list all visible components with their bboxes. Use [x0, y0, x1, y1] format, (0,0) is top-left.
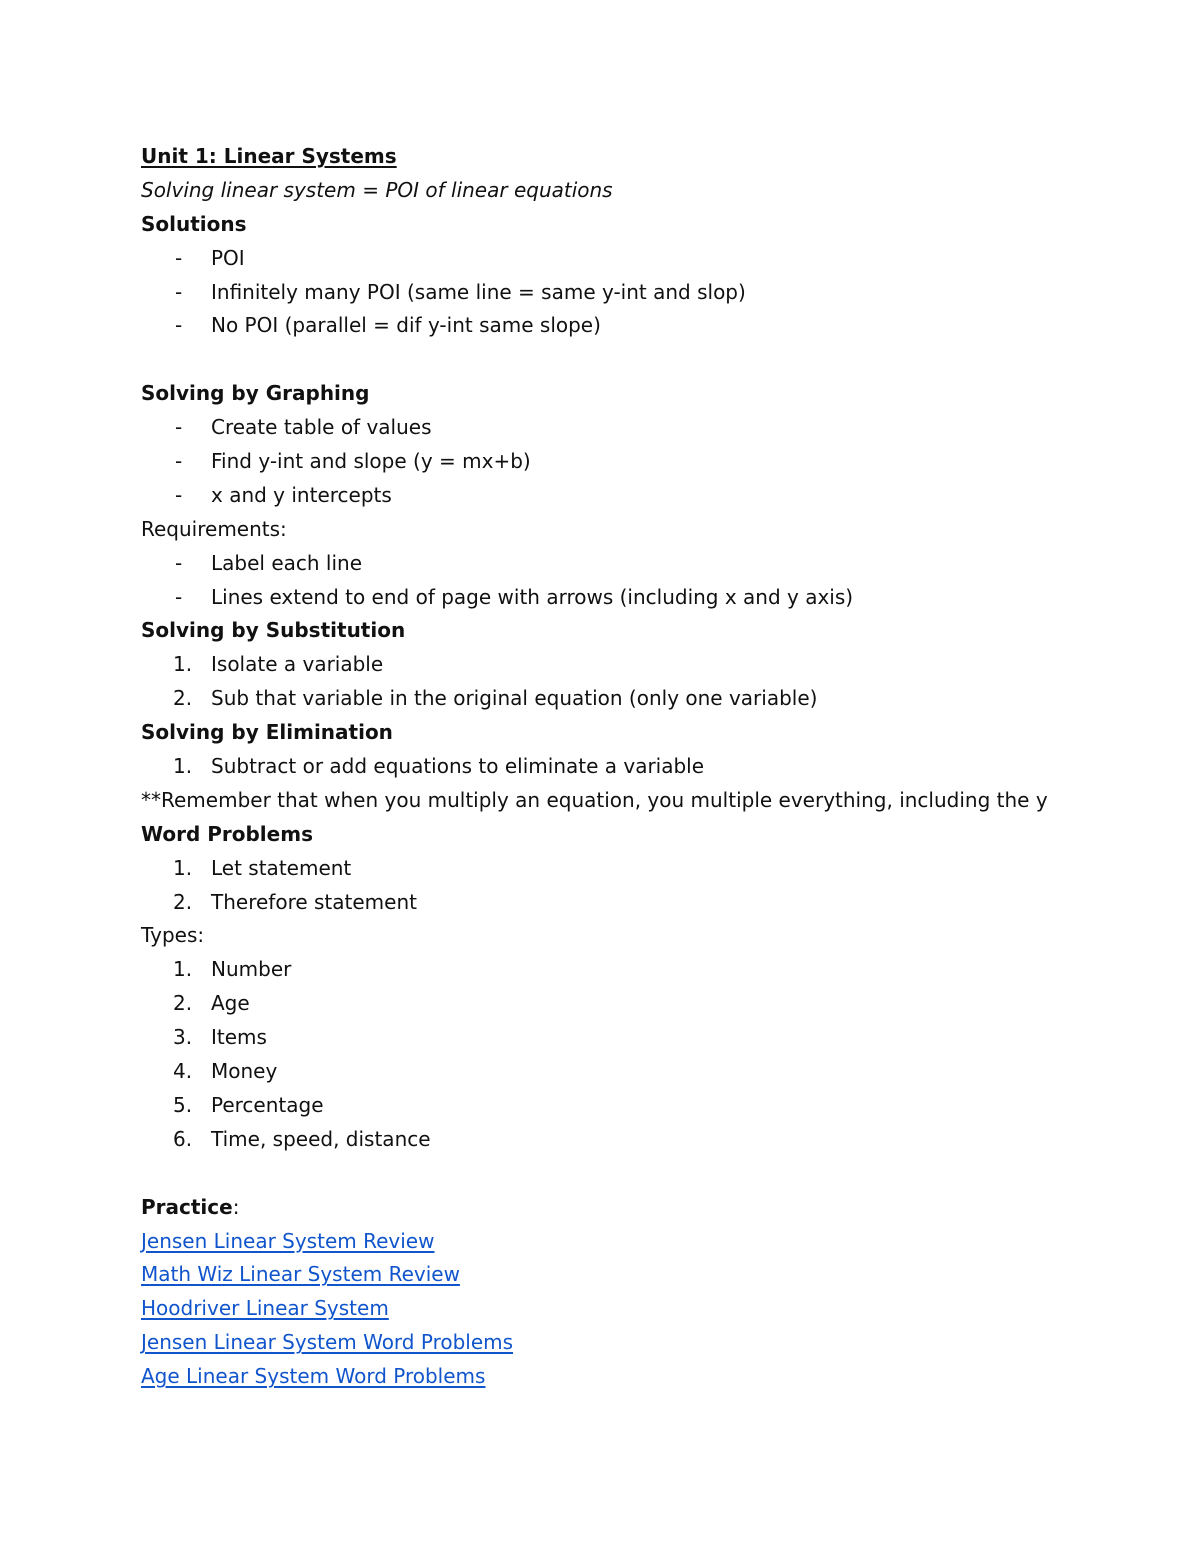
- list-item-text: POI: [211, 245, 245, 270]
- list-item: [141, 547, 1141, 581]
- list-item: [141, 1021, 1141, 1055]
- number-marker: 4.: [173, 1059, 193, 1084]
- list-item: [141, 852, 1141, 886]
- dash-bullet: -: [175, 279, 183, 304]
- types-label: Types:: [141, 923, 205, 948]
- elimination-heading: Solving by Elimination: [141, 720, 393, 745]
- dash-bullet: -: [175, 245, 183, 270]
- document-page: [141, 140, 1141, 1394]
- list-item-text: Items: [211, 1025, 267, 1050]
- list-item-text: Infinitely many POI (same line = same y-int and slop): [211, 279, 746, 304]
- number-marker: 2.: [173, 686, 193, 711]
- list-item: [141, 886, 1141, 920]
- list-item: [141, 309, 1141, 343]
- number-marker: 6.: [173, 1126, 193, 1151]
- list-item: [141, 953, 1141, 987]
- practice-heading: Practice: [141, 1194, 233, 1219]
- list-item: [141, 411, 1141, 445]
- list-item-text: Time, speed, distance: [211, 1126, 431, 1151]
- list-item: [141, 987, 1141, 1021]
- list-item: [141, 750, 1141, 784]
- list-item-text: Sub that variable in the original equation (only one variable): [211, 686, 818, 711]
- number-marker: 2.: [173, 991, 193, 1016]
- list-item: [141, 1055, 1141, 1089]
- practice-link-jensen-review[interactable]: Jensen Linear System Review: [141, 1228, 435, 1253]
- list-item-text: Let statement: [211, 855, 352, 880]
- graphing-heading: Solving by Graphing: [141, 381, 370, 406]
- number-marker: 2.: [173, 889, 193, 914]
- list-item: [141, 1089, 1141, 1123]
- number-marker: 1.: [173, 754, 193, 779]
- page-title: Unit 1: Linear Systems: [141, 144, 397, 168]
- practice-link-hoodriver[interactable]: Hoodriver Linear System: [141, 1296, 389, 1321]
- dash-bullet: -: [175, 313, 183, 338]
- page-subtitle: Solving linear system = POI of linear equations: [141, 177, 613, 202]
- list-item-text: Create table of values: [211, 415, 432, 440]
- list-item-text: Find y-int and slope (y = mx+b): [211, 449, 531, 474]
- dash-bullet: -: [175, 415, 183, 440]
- number-marker: 1.: [173, 957, 193, 982]
- dash-bullet: -: [175, 482, 183, 507]
- solutions-heading: Solutions: [141, 211, 247, 236]
- list-item: [141, 242, 1141, 276]
- dash-bullet: -: [175, 584, 183, 609]
- requirements-label: Requirements:: [141, 516, 287, 541]
- list-item: [141, 1123, 1141, 1157]
- list-item-text: No POI (parallel = dif y-int same slope): [211, 313, 601, 338]
- list-item: [141, 581, 1141, 615]
- list-item: [141, 445, 1141, 479]
- list-item-text: Percentage: [211, 1092, 324, 1117]
- practice-link-math-wiz-review[interactable]: Math Wiz Linear System Review: [141, 1262, 460, 1287]
- dash-bullet: -: [175, 449, 183, 474]
- list-item-text: Money: [211, 1059, 278, 1084]
- list-item-text: Label each line: [211, 550, 362, 575]
- number-marker: 1.: [173, 652, 193, 677]
- practice-link-jensen-word-problems[interactable]: Jensen Linear System Word Problems: [141, 1330, 514, 1355]
- list-item: [141, 276, 1141, 310]
- number-marker: 5.: [173, 1092, 193, 1117]
- list-item-text: x and y intercepts: [211, 482, 392, 507]
- practice-colon: :: [232, 1194, 240, 1219]
- list-item-text: Number: [211, 957, 292, 982]
- list-item: [141, 682, 1141, 716]
- list-item-text: Subtract or add equations to eliminate a variable: [211, 754, 705, 779]
- dash-bullet: -: [175, 550, 183, 575]
- list-item-text: Lines extend to end of page with arrows (including x and y axis): [211, 584, 854, 609]
- substitution-heading: Solving by Substitution: [141, 618, 406, 643]
- number-marker: 1.: [173, 855, 193, 880]
- list-item-text: Age: [211, 991, 250, 1016]
- list-item: [141, 648, 1141, 682]
- blank-line: [141, 343, 1141, 377]
- practice-heading-row: [141, 1191, 1141, 1225]
- word-problems-heading: Word Problems: [141, 821, 313, 846]
- list-item-text: Therefore statement: [211, 889, 417, 914]
- list-item-text: Isolate a variable: [211, 652, 384, 677]
- number-marker: 3.: [173, 1025, 193, 1050]
- blank-line: [141, 1157, 1141, 1191]
- practice-link-age-word-problems[interactable]: Age Linear System Word Problems: [141, 1364, 486, 1389]
- list-item: [141, 479, 1141, 513]
- elimination-note: **Remember that when you multiply an equation, you multiple everything, including the y: [141, 787, 1048, 812]
